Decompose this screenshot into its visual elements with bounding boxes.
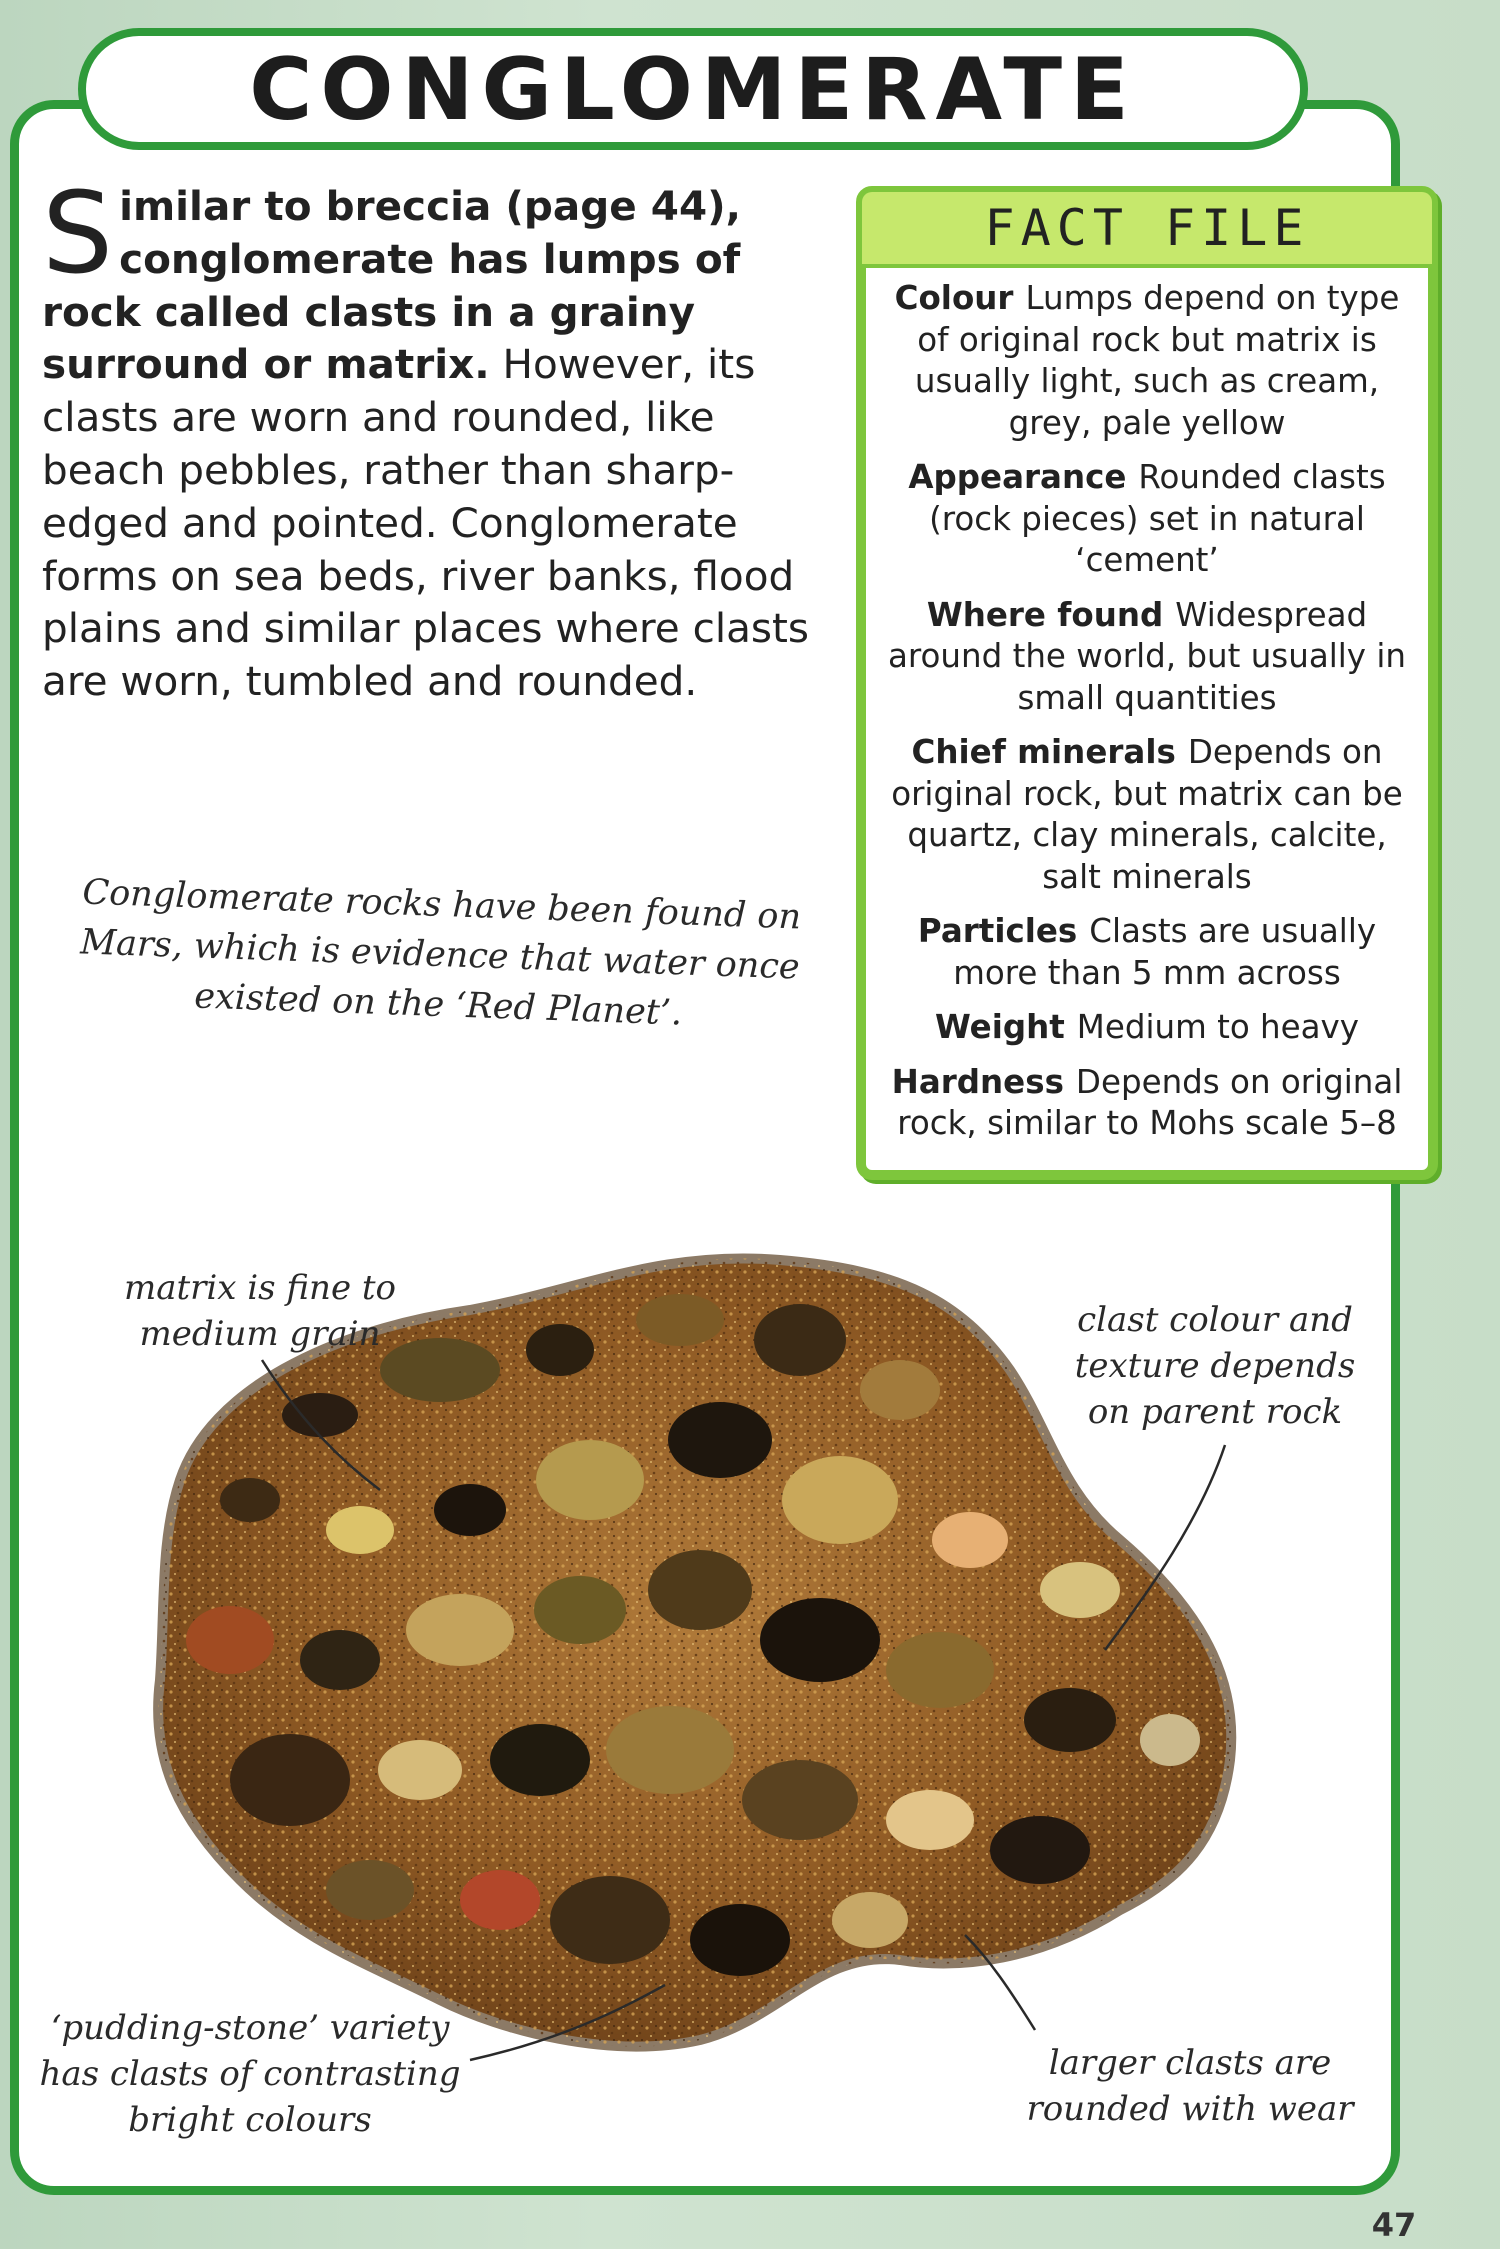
fact-key: Weight: [934, 1008, 1065, 1046]
fact-entry-particles: [880, 911, 1414, 994]
fact-key: Appearance: [908, 458, 1127, 496]
intro-lead: imilar to breccia (page 44), conglomerate has lumps of rock called clasts in a grainy surround or matrix.: [42, 182, 742, 389]
label-matrix: matrix is fine to medium grain: [123, 1268, 397, 1354]
mars-fact-note: Conglomerate rocks have been found on Mars, which is evidence that water once existed on the ‘Red Planet’.: [79, 872, 802, 1034]
intro-paragraph: [42, 169, 832, 708]
label-larger-clasts: larger clasts are rounded with wear: [1026, 2043, 1354, 2129]
fact-entry-colour: [880, 278, 1414, 444]
fact-file-box: [856, 186, 1438, 1180]
fact-entry-chief-minerals: [880, 732, 1414, 898]
label-pudding-stone: ‘pudding-stone’ variety has clasts of contrasting bright colours: [39, 2008, 461, 2140]
fact-value: Widespread around the world, but usually in small quantities: [887, 595, 1407, 717]
fact-value: Medium to heavy: [1076, 1008, 1360, 1046]
drop-cap: S: [42, 169, 114, 299]
fact-value: Lumps depend on type of original rock but matrix is usually light, such as cream, grey, pale yellow: [914, 279, 1400, 442]
intro-body: However, its clasts are worn and rounded, like beach pebbles, rather than sharp-edged and pointed. Conglomerate forms on sea beds, river banks, flood plains and similar places where clasts are worn, tumbled and rounded.: [42, 340, 810, 706]
fact-value: Rounded clasts (rock pieces) set in natural ‘cement’: [929, 458, 1386, 579]
label-clast-colour: clast colour and texture depends on parent rock: [1074, 1300, 1356, 1432]
page-number: 47: [1371, 2206, 1417, 2244]
fact-key: Hardness: [891, 1062, 1064, 1101]
fact-entry-where-found: [880, 595, 1414, 720]
fact-entry-weight: [880, 1007, 1414, 1049]
fact-value: Depends on original rock, similar to Mohs scale 5–8: [897, 1062, 1403, 1142]
fact-file-title: FACT FILE: [984, 199, 1310, 257]
fact-key: Colour: [894, 279, 1014, 317]
fact-entry-hardness: [880, 1062, 1414, 1145]
fact-value: Depends on original rock, but matrix can be quartz, clay minerals, calcite, salt minerals: [891, 733, 1403, 896]
fact-key: Where found: [926, 595, 1164, 634]
page-title: CONGLOMERATE: [249, 40, 1137, 140]
fact-file-body: [866, 278, 1428, 1158]
fact-entry-appearance: [880, 457, 1414, 582]
fact-value: Clasts are usually more than 5 mm across: [953, 912, 1377, 992]
fact-file-header: [862, 192, 1432, 268]
fact-key: Particles: [917, 912, 1078, 950]
title-banner: [78, 28, 1308, 150]
fact-key: Chief minerals: [911, 733, 1176, 771]
